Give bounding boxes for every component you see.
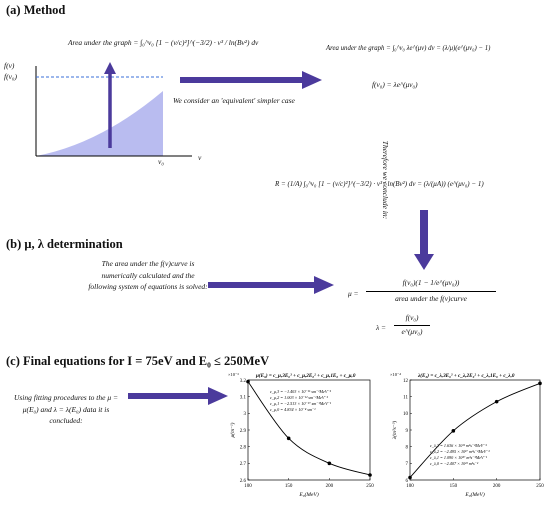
y-axis-label: μ(m⁻¹): [230, 422, 236, 438]
lambda-chart: [388, 368, 546, 508]
x-tick-label: 150: [449, 484, 458, 489]
arrow-down: [414, 210, 434, 272]
mu-fraction-bar: [366, 291, 496, 292]
chart-title: μ(E₀) = c_μ,3E₀³ + c_μ,2E₀² + c_μ,1E₀ + c_μ,0: [256, 373, 356, 379]
x-tick-label: v₀: [158, 157, 164, 166]
exponent-label: ×10⁻⁴: [390, 372, 401, 377]
section-a-title: (a) Method: [6, 3, 66, 17]
part-b-description: The area under the f(v)curve is numerically calculated and the following system of equations is solved:: [88, 259, 208, 292]
coefficient-text: c_μ,0 = 4.834 × 10⁻⁸ sm⁻¹: [270, 407, 316, 412]
y-axis-label: λ(m³s⁻³): [392, 420, 398, 440]
y-tick-label: 9: [405, 428, 408, 434]
data-point: [368, 473, 372, 477]
up-arrow-head: [104, 62, 116, 74]
y-tick-label: 2.7: [239, 462, 246, 468]
chart-title: λ(E₀) = c_λ,3E₀³ + c_λ,2E₀² + c_λ,1E₀ + c_λ,0: [418, 373, 515, 379]
area-equation-right: Area under the graph = ∫₀^v₀ λe^(μv) dv = (λ/μ)(e^(μv₀) − 1): [326, 45, 491, 52]
y-tick-label: 11: [403, 395, 408, 401]
arrow-b: [208, 275, 338, 297]
x-tick-label: 100: [244, 484, 252, 489]
lambda-lhs: λ =: [376, 323, 387, 332]
x-tick-label: 200: [325, 484, 334, 489]
y-tick-label: 10: [403, 412, 408, 418]
y-axis-label: f(v): [4, 61, 15, 70]
coefficient-text: c_λ,2 = −2.495 × 10¹⁷ m³s⁻³MeV⁻²: [430, 449, 490, 454]
data-point: [452, 429, 456, 433]
fv-graph: [0, 60, 200, 180]
mu-denominator: area under the f(v)curve: [395, 294, 467, 303]
exponent-label: ×10⁻³: [228, 372, 239, 377]
mu-numerator: f(v₀)(1 − 1/e^(μv₀)): [402, 278, 460, 287]
shaded-area: [36, 91, 163, 156]
data-point: [287, 437, 291, 441]
x-tick-label: 200: [492, 484, 501, 489]
y-tick-label: 7: [405, 462, 408, 468]
fv0-equation: f(v₀) = λe^(μv₀): [372, 80, 418, 89]
coefficient-text: c_λ,1 = 1.090 × 10²⁰ m³s⁻³MeV⁻¹: [430, 455, 488, 460]
mu-lhs: μ =: [348, 289, 359, 298]
y-tick-label: 2.9: [239, 428, 246, 434]
R-equation: R = (1/A) ∫₀^v₀ [1 − (v/c)²]^(−3/2) · v³ / ln(Bv²) dv = (λ/(μA)) (e^(μv₀) − 1): [275, 180, 484, 188]
data-point: [495, 400, 499, 404]
coefficient-text: c_μ,1 = −2.513 × 10⁻¹⁰ sm⁻¹MeV⁻¹: [270, 401, 332, 406]
x-tick-label: 150: [284, 484, 293, 489]
lambda-fraction-bar: [394, 325, 430, 326]
y-tick-label: 3.2: [239, 378, 246, 384]
y-tick-label: 3: [243, 412, 246, 418]
consider-text: We consider an 'equivalent' simpler case: [173, 96, 295, 105]
y-tick-label: 2.8: [239, 445, 246, 451]
y-tick-label: 6: [405, 478, 408, 484]
coefficient-text: c_μ,2 = 1.003 × 10⁻¹² sm⁻¹MeV⁻²: [270, 395, 328, 400]
lambda-denominator: e^(μv₀): [401, 327, 423, 336]
area-equation-left: Area under the graph = ∫₀^v₀ [1 − (v/c)²]^(−3/2) · v³ / ln(Bv²) dv: [68, 38, 259, 47]
y-tick-label: 12: [403, 378, 408, 384]
x-axis-label: E₀(MeV): [465, 492, 485, 498]
data-point: [538, 382, 542, 386]
y-tick-label: 3.1: [239, 395, 246, 401]
conclude-text: Therefore we conclude in:: [381, 140, 390, 220]
y-tick-label: 8: [405, 445, 408, 451]
section-c-title: (c) Final equations for I = 75eV and E₀ ≤ 250MeV: [6, 354, 270, 368]
coefficient-text: c_λ,0 = −2.407 × 10²¹ m³s⁻³: [430, 461, 479, 466]
coefficient-text: c_λ,3 = 1.636 × 10¹¹ m³s⁻³MeV⁻³: [430, 443, 487, 448]
part-c-description: Using fitting procedures to the μ = μ(E₀) and λ = λ(E₀) data it is concluded:: [13, 393, 119, 426]
x-tick-label: 100: [406, 484, 414, 489]
data-point: [328, 462, 332, 466]
y-tick-label: 2.6: [239, 478, 246, 484]
x-axis-label: v: [198, 153, 202, 162]
y-tick-label: f(v₀): [4, 72, 18, 81]
data-point: [246, 380, 250, 384]
x-axis-label: E₀(MeV): [299, 492, 319, 498]
mu-chart: [226, 368, 376, 508]
x-tick-label: 250: [536, 484, 544, 489]
lambda-numerator: f(v₀): [405, 313, 419, 322]
arrow-a: [180, 70, 325, 92]
x-tick-label: 250: [366, 484, 374, 489]
coefficient-text: c_μ,3 = −1.403 × 10⁻¹⁵ sm⁻¹MeV⁻³: [270, 389, 331, 394]
section-b-title: (b) μ, λ determination: [6, 237, 123, 251]
data-point: [408, 476, 412, 480]
